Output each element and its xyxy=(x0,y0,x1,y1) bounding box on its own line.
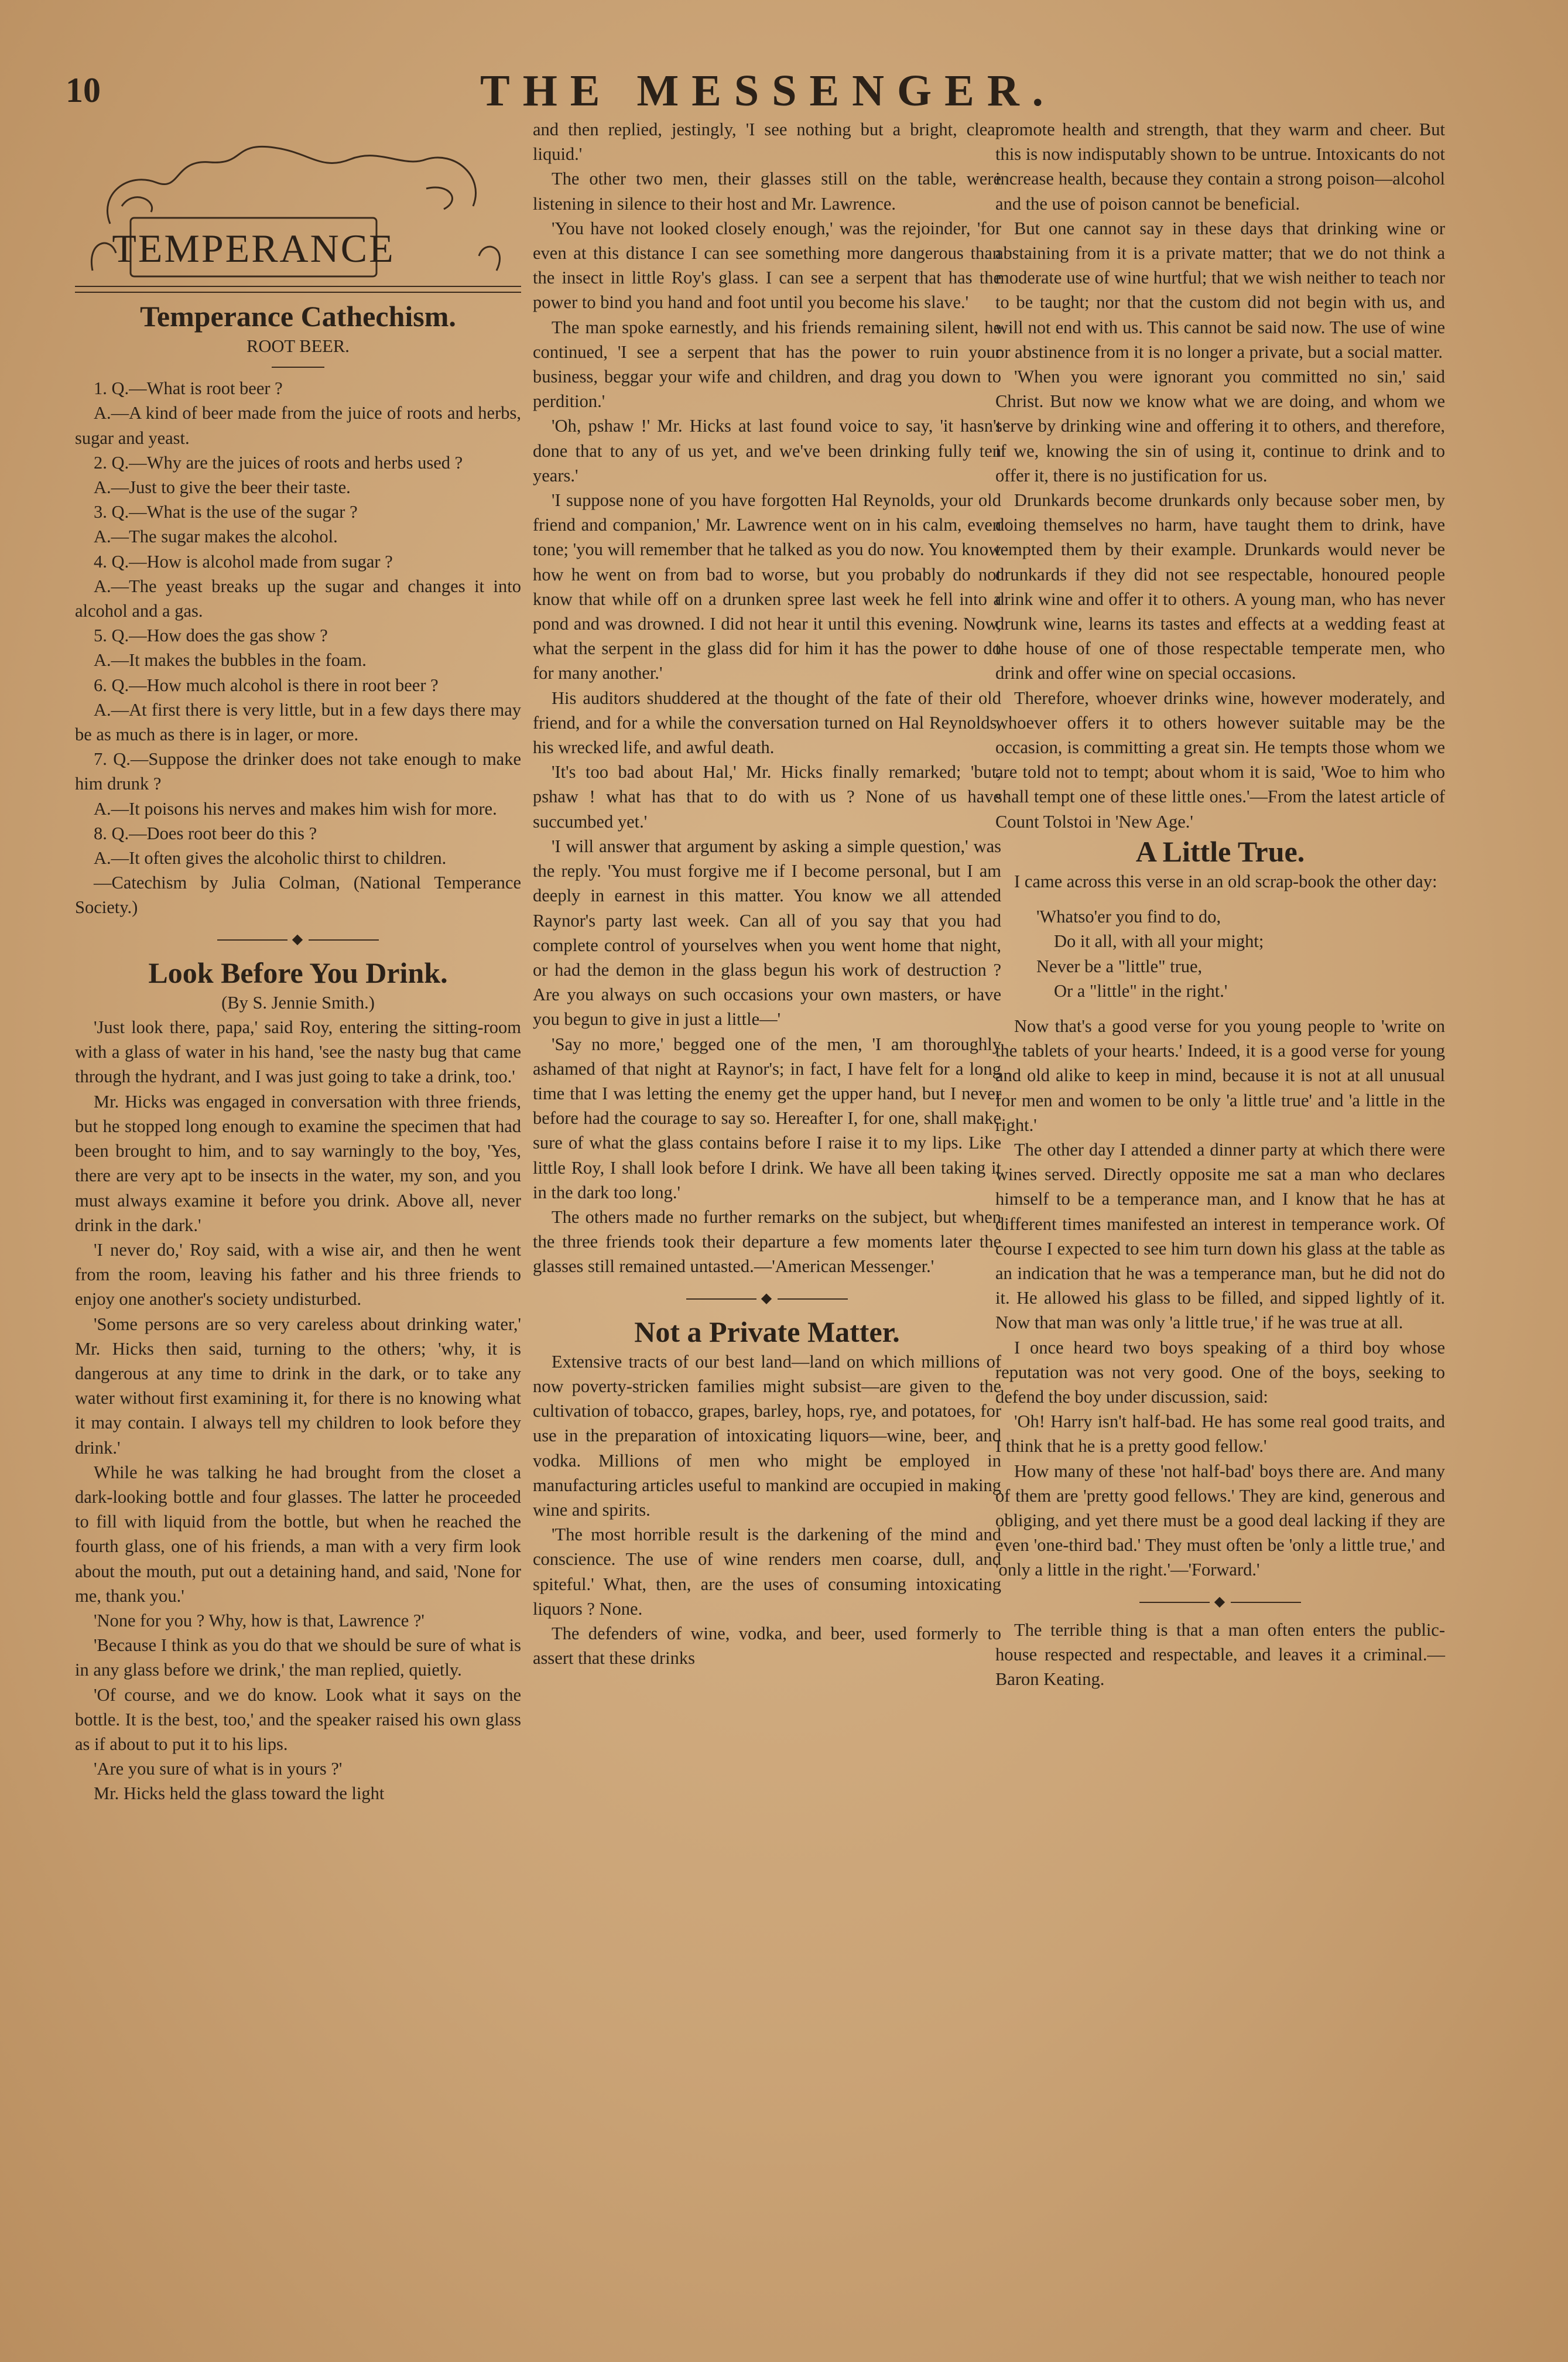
paragraph: 'You have not looked closely enough,' was the rejoinder, 'for even at this distance I can see something more dangerous than the insect in little Roy's glass. I can see a serpent that has the power to bind you hand and foot until you become his slave.' xyxy=(533,218,1001,313)
qa-line: 6. Q.—How much alcohol is there in root beer ? xyxy=(94,675,439,695)
paragraph: The other day I attended a dinner party at which there were wines served. Directly opposite me sat a man who declares himself to be a temperance man, and I know that he has at different times manifested an interest in temperance work. Of course I expected to see him turn down his glass at the table as an indication that he was a temperance man, but he did not do it. He allowed his glass to be filled, and sipped lightly of it. Now that man was only 'a little true,' if he was true at all. xyxy=(995,1139,1445,1333)
qa-line: A.—Just to give the beer their taste. xyxy=(94,477,351,498)
paragraph: 'I will answer that argument by asking a simple question,' was the reply. 'You must forgive me if I become personal, but I am deeply in earnest in this matter. You know we all attended Raynor's party last week. Can all of you say that you had complete control of yourselves when you went home that night, or had the demon in the glass begun his work of destruction ? Are you always on such occasions your own masters, or have you begun to give in just a little—' xyxy=(533,836,1001,1030)
heading-catechism: Temperance Cathechism. xyxy=(140,300,456,333)
paragraph: 'Of course, and we do know. Look what it says on the bottle. It is the best, too,' and the speaker raised his own glass as if about to put it to his lips. xyxy=(75,1684,521,1754)
qa-line: 4. Q.—How is alcohol made from sugar ? xyxy=(94,551,393,572)
qa-line: 8. Q.—Does root beer do this ? xyxy=(94,823,317,843)
paragraph: 'Some persons are so very careless about drinking water,' Mr. Hicks then said, turning to the others; 'why, it is dangerous at any time to drink in the dark, or to take any water without first examining it, for there is no knowing what it may contain. I always tell my children to look before they drink.' xyxy=(75,1314,521,1458)
verse-line: Never be a "little" true, xyxy=(1036,956,1203,976)
closing-quote: The terrible thing is that a man often enters the public-house respected and respectable, and leaves it a criminal.—Baron Keating. xyxy=(995,1619,1445,1690)
heading-look-before: Look Before You Drink. xyxy=(148,956,448,989)
qa-line: A.—The yeast breaks up the sugar and changes it into alcohol and a gas. xyxy=(75,576,521,621)
qa-line: A.—At first there is very little, but in a few days there may be as much as there is in lager, or more. xyxy=(75,699,521,745)
paragraph: 'Oh, pshaw !' Mr. Hicks at last found voice to say, 'it hasn't done that to any of us yet, and we've been drinking fully ten years.' xyxy=(533,416,1001,486)
section-ornament: ◆ xyxy=(533,1286,1001,1311)
qa-line: A.—It makes the bubbles in the foam. xyxy=(94,650,367,671)
qa-line: A.—It often gives the alcoholic thirst to children. xyxy=(94,848,447,869)
column-1 xyxy=(75,299,521,1806)
temperance-banner-ornament xyxy=(75,136,521,282)
paragraph: Extensive tracts of our best land—land on which millions of now poverty-stricken families might subsist—are given to the cultivation of tobacco, grapes, barley, hops, rye, and potatoes, for use in the preparation of intoxicating liquors—wine, beer, and vodka. Millions of men who might be employed in manufacturing articles useful to mankind are occupied in making wine and spirits. xyxy=(533,1351,1001,1520)
heading-little-true: A Little True. xyxy=(1135,835,1305,868)
paragraph: 'When you were ignorant you committed no sin,' said Christ. But now we know what we are doing, and whom we serve by drinking wine and offering it to others, and therefore, if we, knowing the sin of using it, continue to drink and to offer it, there is no justification for us. xyxy=(995,367,1445,486)
paragraph: 'It's too bad about Hal,' Mr. Hicks finally remarked; 'but, pshaw ! what has that to do with us ? None of us have succumbed yet.' xyxy=(533,762,1001,832)
section-ornament: ◆ xyxy=(995,1590,1445,1614)
paragraph: 'Say no more,' begged one of the men, 'I am thoroughly ashamed of that night at Raynor's; in fact, I have felt for a long time that I was letting the enemy get the upper hand, but I never before had the courage to say so. Hereafter I, for one, shall make sure of what the glass contains before I raise it to my lips. Like little Roy, I shall look before I drink. We have all been taking it in the dark too long.' xyxy=(533,1034,1001,1202)
qa-line: 5. Q.—How does the gas show ? xyxy=(94,625,328,646)
paragraph: Mr. Hicks held the glass toward the light xyxy=(94,1783,385,1804)
verse-block xyxy=(1036,904,1445,1003)
paragraph: 'Oh! Harry isn't half-bad. He has some real good traits, and I think that he is a pretty good fellow.' xyxy=(995,1411,1445,1457)
column-3 xyxy=(995,117,1445,1691)
verse-line: Do it all, with all your might; xyxy=(1054,931,1264,952)
paragraph: 'None for you ? Why, how is that, Lawrence ?' xyxy=(94,1610,424,1631)
page-number: 10 xyxy=(66,71,101,110)
qa-line: 7. Q.—Suppose the drinker does not take enough to make him drunk ? xyxy=(75,749,521,794)
qa-line: 3. Q.—What is the use of the sugar ? xyxy=(94,502,358,522)
banner-label: TEMPERANCE xyxy=(112,226,395,271)
verse-line: 'Whatso'er you find to do, xyxy=(1036,907,1221,927)
paragraph: But one cannot say in these days that drinking wine or abstaining from it is a private matter; that we do not think a moderate use of wine hurtful; that we wish neither to teach nor to be taught; nor that the custom did not begin with us, and will not end with us. This cannot be said now. The use of wine or abstinence from it is no longer a private, but a social matter. xyxy=(995,218,1445,362)
paragraph: His auditors shuddered at the thought of the fate of their old friend, and for a while the conversation turned on Hal Reynolds, his wrecked life, and awful death. xyxy=(533,688,1001,758)
qa-line: A.—A kind of beer made from the juice of roots and herbs, sugar and yeast. xyxy=(75,403,521,448)
paragraph: The defenders of wine, vodka, and beer, used formerly to assert that these drinks xyxy=(533,1623,1001,1669)
paragraph: Therefore, whoever drinks wine, however moderately, and whoever offers it to others however suitable may be the occasion, is committing a great sin. He tempts those whom we are told not to tempt; about whom it is said, 'Woe to him who shall tempt one of these little ones.'—From the latest article of Count Tolstoi in 'New Age.' xyxy=(995,688,1445,832)
paragraph: The other two men, their glasses still on the table, were listening in silence to their host and Mr. Lawrence. xyxy=(533,169,1001,214)
paragraph: I came across this verse in an old scrap-book the other day: xyxy=(1014,871,1437,891)
section-ornament: ◆ xyxy=(75,927,521,952)
paragraph: 'Are you sure of what is in yours ?' xyxy=(94,1759,343,1779)
paragraph: 'I suppose none of you have forgotten Hal Reynolds, your old friend and companion,' Mr. Lawrence went on in his calm, even tone; 'you will remember that he talked as you do now. You know how he went on from bad to worse, but you probably do not know that while off on a drunken spree last week he fell into a pond and was drowned. I did not hear it until this evening. Now, what the serpent in the glass did for him it has the power to do for many another.' xyxy=(533,490,1001,683)
divider xyxy=(272,367,324,368)
qa-line: A.—It poisons his nerves and makes him wish for more. xyxy=(94,798,497,819)
paragraph: I once heard two boys speaking of a third boy whose reputation was not very good. One of the boys, seeking to defend the boy under discussion, said: xyxy=(995,1337,1445,1407)
paragraph: 'I never do,' Roy said, with a wise air, and then he went from the room, leaving his father and his three friends to enjoy one another's society undisturbed. xyxy=(75,1239,521,1310)
qa-attribution: —Catechism by Julia Colman, (National Temperance Society.) xyxy=(75,873,521,918)
subheading-root-beer: ROOT BEER. xyxy=(247,336,350,356)
qa-line: 2. Q.—Why are the juices of roots and herbs used ? xyxy=(94,452,463,473)
qa-line: A.—The sugar makes the alcohol. xyxy=(94,527,338,547)
byline: (By S. Jennie Smith.) xyxy=(221,992,375,1013)
paragraph: The others made no further remarks on the subject, but when the three friends took their departure a few moments later the glasses still remained untasted.—'American Messenger.' xyxy=(533,1206,1001,1277)
qa-line: 1. Q.—What is root beer ? xyxy=(94,378,283,399)
banner-rule xyxy=(75,286,521,293)
paragraph: 'Just look there, papa,' said Roy, entering the sitting-room with a glass of water in his hand, 'see the nasty bug that came through the hydrant, and I was just going to take a drink, too.' xyxy=(75,1017,521,1087)
column-2 xyxy=(533,117,1001,1670)
paragraph: The man spoke earnestly, and his friends remaining silent, he continued, 'I see a serpent that has the power to ruin your business, beggar your wife and children, and drag you down to perdition.' xyxy=(533,317,1001,412)
paragraph: and then replied, jestingly, 'I see nothing but a bright, clear liquid.' xyxy=(533,119,1001,165)
paragraph: promote health and strength, that they warm and cheer. But this is now indisputably shown to be untrue. Intoxicants do not increase health, because they contain a strong poison—alcohol and the use of poison cannot be beneficial. xyxy=(995,119,1445,214)
paragraph: 'The most horrible result is the darkening of the mind and conscience. The use of wine renders men coarse, dull, and spiteful.' What, then, are the uses of consuming intoxicating liquors ? None. xyxy=(533,1524,1001,1619)
paragraph: 'Because I think as you do that we should be sure of what is in any glass before we drink,' the man replied, quietly. xyxy=(75,1635,521,1680)
paragraph: While he was talking he had brought from the closet a dark-looking bottle and four glasses. The latter he proceeded to fill with liquid from the bottle, but when he reached the fourth glass, one of his friends, a man with a very firm look about the mouth, put out a detaining hand, and said, 'None for me, thank you.' xyxy=(75,1462,521,1606)
paragraph: Now that's a good verse for you young people to 'write on the tablets of your hearts.' Indeed, it is a good verse for young and old alike to keep in mind, because it is not at all unusual for men and women to be only 'a little true' and 'a little in the right.' xyxy=(995,1016,1445,1135)
paragraph: Drunkards become drunkards only because sober men, by doing themselves no harm, have taught them to drink, have tempted them by their example. Drunkards would never be drunkards if they did not see respectable, honoured people drink wine and offer it to others. A young man, who has never drunk wine, learns its tastes and effects at a wedding feast at the house of one of those respectable temperate men, who drink and offer wine on special occasions. xyxy=(995,490,1445,683)
paragraph: Mr. Hicks was engaged in conversation with three friends, but he stopped long enough to examine the specimen that had been brought to him, and to say warningly to the boy, 'Yes, there are very apt to be insects in the water, my son, and you must always examine it before you drink. Above all, never drink in the dark.' xyxy=(75,1091,521,1235)
paragraph: How many of these 'not half-bad' boys there are. And many of them are 'pretty good fellows.' They are kind, generous and obliging, and yet there must be a good deal lacking if they are even 'one-third bad.' They must often be 'only a little true,' and 'only a little in the right.'—'Forward.' xyxy=(995,1461,1445,1580)
verse-line: Or a "little" in the right.' xyxy=(1054,980,1228,1001)
masthead-title: THE MESSENGER. xyxy=(480,66,1056,115)
heading-private-matter: Not a Private Matter. xyxy=(634,1315,900,1348)
